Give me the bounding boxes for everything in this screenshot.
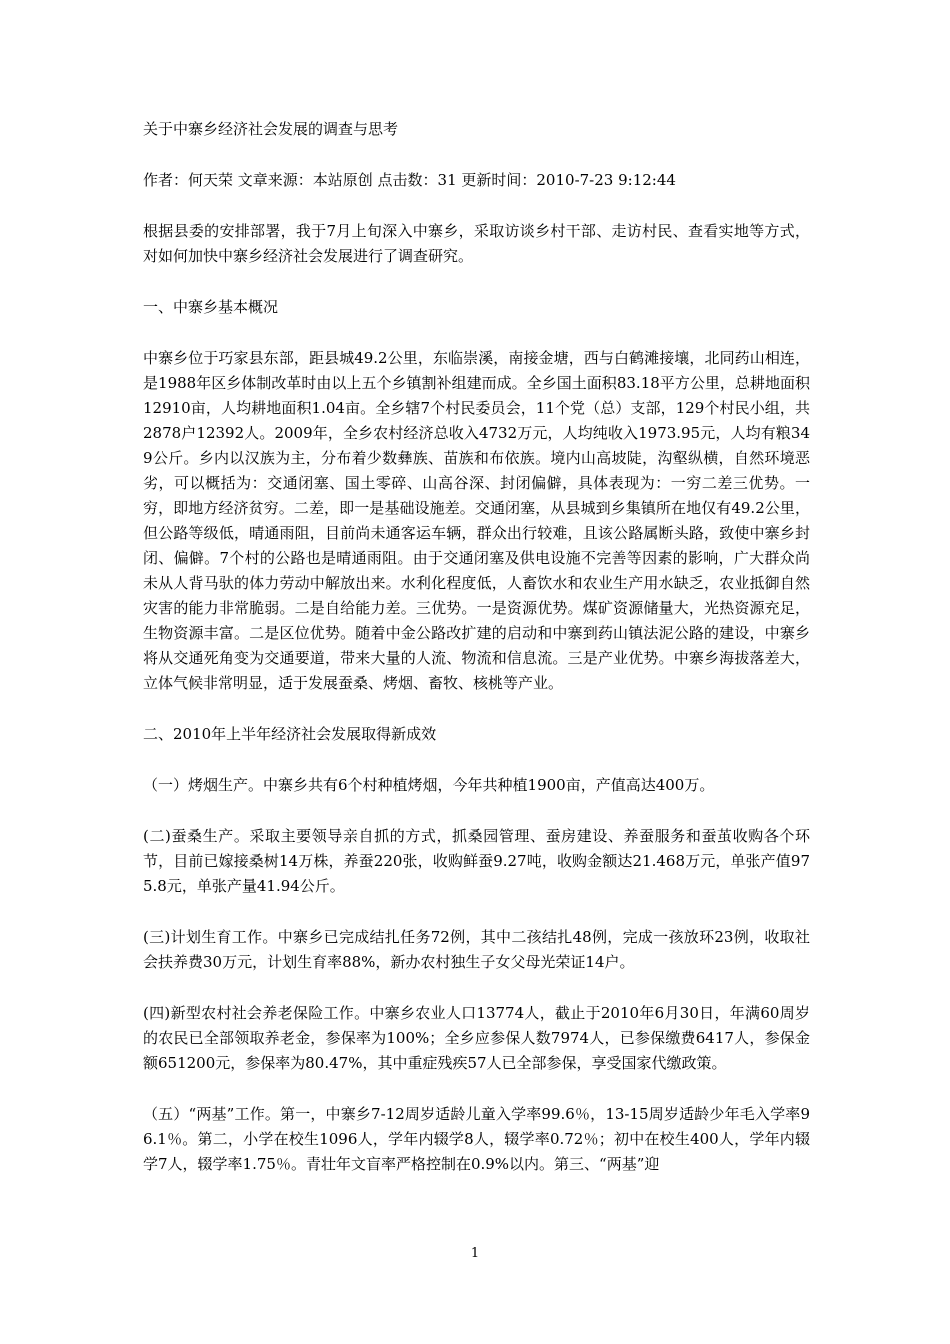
- family-planning-paragraph: (三)计划生育工作。中寨乡已完成结扎任务72例，其中二孩结扎48例，完成一孩放环23例，收取社会扶养费30万元，计划生育率88%，新办农村独生子女父母光荣证14户。: [143, 928, 810, 971]
- document-body: [143, 117, 810, 1203]
- sericulture-paragraph: (二)蚕桑生产。采取主要领导亲自抓的方式，抓桑园管理、蚕房建设、养蚕服务和蚕茧收购各个环节，目前已嫁接桑树14万株，养蚕220张，收购鲜蚕9.27吨，收购金额达21.468万元，单张产值975.8元，单张产量41.94公斤。: [143, 827, 810, 895]
- education-paragraph: （五）“两基”工作。第一，中寨乡7-12周岁适龄儿童入学率99.6％，13-15周岁适龄少年毛入学率96.1％。第二，小学在校生1096人，学年内辍学8人，辍学率0.72％；初中在校生400人，学年内辍学7人，辍学率1.75％。青壮年文盲率严格控制在0.9%以内。第三、“两基”迎: [143, 1105, 810, 1173]
- section-heading-1: 一、中寨乡基本概况: [143, 298, 279, 316]
- tobacco-paragraph: （一）烤烟生产。中寨乡共有6个村种植烤烟，今年共种植1900亩，产值高达400万。: [143, 776, 715, 794]
- document-meta-line: 作者：何天荣 文章来源：本站原创 点击数：31 更新时间：2010-7-23 9:12:44: [143, 171, 676, 189]
- intro-paragraph: 根据县委的安排部署，我于7月上旬深入中寨乡，采取访谈乡村干部、走访村民、查看实地等方式，对如何加快中寨乡经济社会发展进行了调查研究。: [143, 222, 810, 265]
- page-number: 1: [470, 1246, 480, 1261]
- section-heading-2: 二、2010年上半年经济社会发展取得新成效: [143, 725, 437, 743]
- pension-insurance-paragraph: (四)新型农村社会养老保险工作。中寨乡农业人口13774人，截止于2010年6月30日，年满60周岁的农民已全部领取养老金，参保率为100%；全乡应参保人数7974人，已参保缴费6417人，参保金额651200元，参保率为80.47%，其中重症残疾57人已全部参保，享受国家代缴政策。: [143, 1004, 810, 1072]
- overview-paragraph: 中寨乡位于巧家县东部，距县城49.2公里，东临崇溪，南接金塘，西与白鹤滩接壤，北同药山相连，是1988年区乡体制改革时由以上五个乡镇割补组建而成。全乡国土面积83.18平方公里，总耕地面积12910亩，人均耕地面积1.04亩。全乡辖7个村民委员会，11个党（总）支部，129个村民小组，共2878户12392人。2009年，全乡农村经济总收入4732万元，人均纯收入1973.95元，人均有粮349公斤。乡内以汉族为主，分布着少数彝族、苗族和布依族。境内山高坡陡，沟壑纵横，自然环境恶劣，可以概括为：交通闭塞、国土零碎、山高谷深、封闭偏僻，具体表现为：一穷二差三优势。一穷，即地方经济贫穷。二差，即一是基础设施差。交通闭塞，从县城到乡集镇所在地仅有49.2公里，但公路等级低，晴通雨阻，目前尚未通客运车辆，群众出行较难，且该公路属断头路，致使中寨乡封闭、偏僻。7个村的公路也是晴通雨阻。由于交通闭塞及供电设施不完善等因素的影响，广大群众尚未从人背马驮的体力劳动中解放出来。水利化程度低，人畜饮水和农业生产用水缺乏，农业抵御自然灾害的能力非常脆弱。二是自给能力差。三优势。一是资源优势。煤矿资源储量大，光热资源充足，生物资源丰富。二是区位优势。随着中金公路改扩建的启动和中寨到药山镇法泥公路的建设，中寨乡将从交通死角变为交通要道，带来大量的人流、物流和信息流。三是产业优势。中寨乡海拔落差大，立体气候非常明显，适于发展蚕桑、烤烟、畜牧、核桃等产业。: [143, 349, 810, 692]
- document-title: 关于中寨乡经济社会发展的调查与思考: [143, 120, 399, 138]
